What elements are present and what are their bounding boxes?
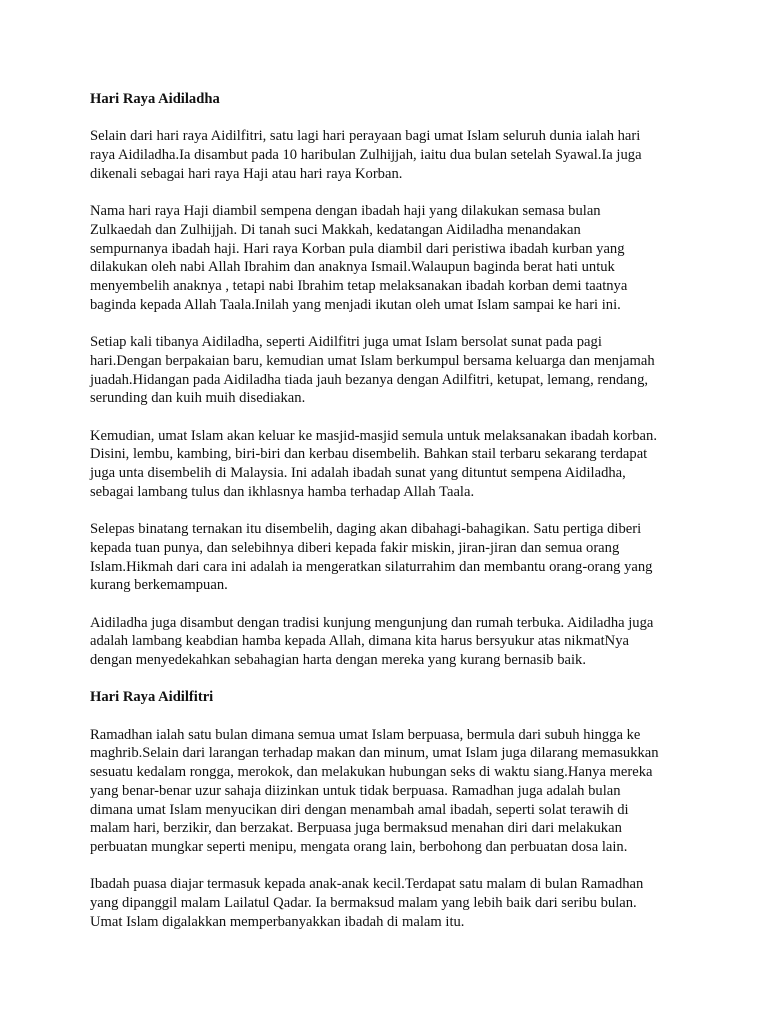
text-line: Ibadah puasa diajar termasuk kepada anak-anak kecil.Terdapat satu malam di bulan Ramadhan xyxy=(90,876,644,893)
text-line: serunding dan kuih muih disediakan. xyxy=(90,390,306,407)
text-line: juadah.Hidangan pada Aidiladha tiada jauh bezanya dengan Adilfitri, ketupat, lemang, rendang, xyxy=(90,371,649,388)
text-line: Setiap kali tibanya Aidiladha, seperti Aidilfitri juga umat Islam bersolat sunat pada pagi xyxy=(90,334,602,351)
text-line: Disini, lembu, kambing, biri-biri dan kerbau disembelih. Bahkan stail terbaru sekarang terdapat xyxy=(90,446,648,463)
text-line: perbuatan mungkar seperti menipu, mengata orang lain, berbohong dan perbuatan dosa lain. xyxy=(90,839,628,855)
text-line: sesuatu kedalam rongga, merokok, dan melakukan hubungan seks di waktu siang.Hanya mereka xyxy=(90,764,653,781)
text-line: sebagai lambang tulus dan ikhlasnya hamba terhadap Allah Taala. xyxy=(90,483,475,500)
text-line: hari.Dengan berpakaian baru, kemudian umat Islam berkumpul bersama keluarga dan menjamah xyxy=(90,352,655,369)
paragraph xyxy=(90,726,690,857)
text-line: Aidiladha juga disambut dengan tradisi kunjung mengunjung dan rumah terbuka. Aidiladha juga xyxy=(90,614,654,631)
paragraph xyxy=(90,427,690,502)
text-line: Selepas binatang ternakan itu disembelih, daging akan dibahagi-bahagikan. Satu pertiga diberi xyxy=(90,521,642,538)
section-heading: Hari Raya Aidiladha xyxy=(90,91,220,107)
text-line: menyembelih anaknya , tetapi nabi Ibrahim tetap melaksanakan ibadah korban demi taatnya xyxy=(90,278,628,294)
text-line: dimana umat Islam menyucikan diri dengan menambah amal ibadah, seperti solat terawih di xyxy=(90,801,629,818)
paragraph xyxy=(90,127,690,183)
text-line: kepada tuan punya, dan selebihnya diberi kepada fakir miskin, jiran-jiran dan semua orang xyxy=(90,539,620,556)
paragraph xyxy=(90,520,690,595)
paragraph xyxy=(90,202,690,314)
section-heading: Hari Raya Aidilfitri xyxy=(90,689,214,706)
text-line: raya Aidiladha.Ia disambut pada 10 haribulan Zulhijjah, iaitu dua bulan setelah Syawal.Ia juga xyxy=(90,147,642,164)
text-line: Nama hari raya Haji diambil sempena dengan ibadah haji yang dilakukan semasa bulan xyxy=(90,203,601,220)
text-line: maghrib.Selain dari larangan terhadap makan dan minum, umat Islam juga dilarang memasukkan xyxy=(90,745,659,762)
text-line: Zulkaedah dan Zulhijjah. Di tanah suci Makkah, kedatangan Aidiladha menandakan xyxy=(90,221,581,238)
text-line: malam hari, berzikir, dan berzakat. Berpuasa juga bermaksud menahan diri dari melakukan xyxy=(90,820,622,837)
text-line: yang benar-benar uzur sahaja diizinkan untuk tidak berpuasa. Ramadhan juga adalah bulan xyxy=(90,782,621,799)
text-line: Islam.Hikmah dari cara ini adalah ia mengeratkan silaturrahim dan membantu orang-orang yang xyxy=(90,558,653,575)
text-line: Selain dari hari raya Aidilfitri, satu lagi hari perayaan bagi umat Islam seluruh dunia ialah hari xyxy=(90,128,641,145)
text-line: juga unta disembelih di Malaysia. Ini adalah ibadah sunat yang dituntut sempena Aidiladha, xyxy=(90,465,626,481)
paragraph xyxy=(90,875,690,931)
text-line: Kemudian, umat Islam akan keluar ke masjid-masjid semula untuk melaksanakan ibadah korban. xyxy=(90,427,657,444)
text-line: Ramadhan ialah satu bulan dimana semua umat Islam berpuasa, bermula dari subuh hingga ke xyxy=(90,726,641,743)
paragraph xyxy=(90,614,690,670)
text-line: adalah lambang keabdian hamba kepada Allah, dimana kita harus bersyukur atas nikmatNya xyxy=(90,633,629,650)
document-page xyxy=(90,90,690,950)
paragraph xyxy=(90,333,690,408)
text-line: dengan menyedekahkan sebahagian harta dengan mereka yang kurang bernasib baik. xyxy=(90,652,586,668)
text-line: dilakukan oleh nabi Allah Ibrahim dan anaknya Ismail.Walaupun baginda berat hati untuk xyxy=(90,259,615,276)
text-line: baginda kepada Allah Taala.Inilah yang menjadi ikutan oleh umat Islam sampai ke hari ini. xyxy=(90,296,621,313)
text-line: kurang berkemampuan. xyxy=(90,577,228,594)
text-line: sempurnanya ibadah haji. Hari raya Korban pula diambil dari peristiwa ibadah kurban yang xyxy=(90,240,625,257)
text-line: yang dipanggil malam Lailatul Qadar. Ia bermaksud malam yang lebih baik dari seribu bulan. xyxy=(90,895,637,912)
text-line: Umat Islam digalakkan memperbanyakkan ibadah di malam itu. xyxy=(90,913,465,930)
text-line: dikenali sebagai hari raya Haji atau hari raya Korban. xyxy=(90,165,403,182)
